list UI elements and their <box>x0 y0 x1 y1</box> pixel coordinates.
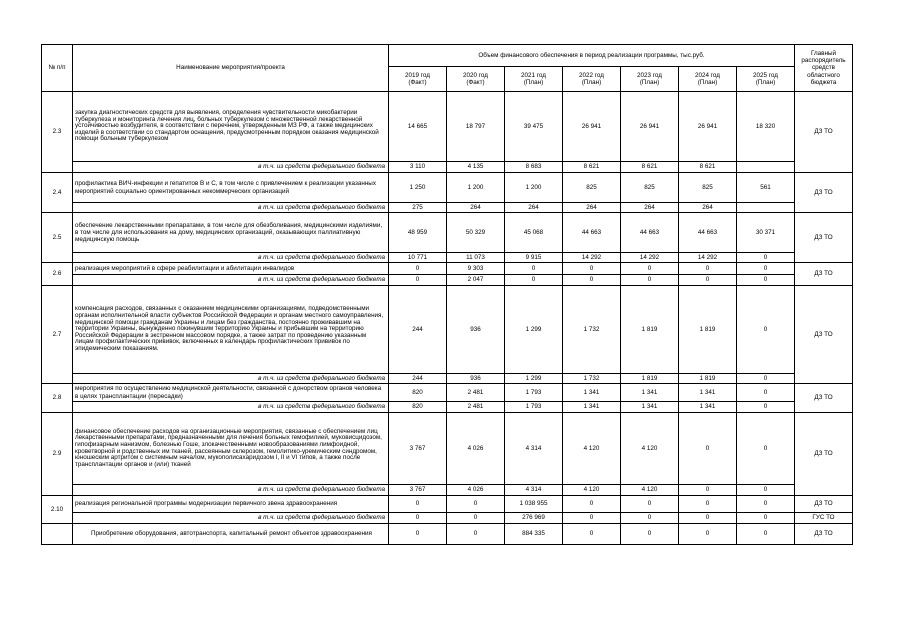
header-year-type: (План) <box>581 79 602 86</box>
federal-value: 0 <box>737 253 795 263</box>
row-value: 0 <box>505 263 563 275</box>
federal-value: 10 771 <box>389 253 447 263</box>
row-value: 884 335 <box>505 524 563 545</box>
federal-value: 264 <box>563 203 621 213</box>
row-value: 1 200 <box>505 173 563 203</box>
federal-value: 820 <box>389 402 447 413</box>
federal-value: 0 <box>621 513 679 524</box>
federal-row <box>42 162 853 173</box>
federal-value: 1 341 <box>563 402 621 413</box>
federal-value: 0 <box>679 485 737 496</box>
header-year-label: 2021 год <box>521 71 546 79</box>
header-year-label: 2025 год <box>753 71 778 79</box>
federal-value: 0 <box>737 513 795 524</box>
row-value: 45 068 <box>505 213 563 253</box>
row-value: 825 <box>563 173 621 203</box>
federal-value: 275 <box>389 203 447 213</box>
row-value: 825 <box>621 173 679 203</box>
federal-value: 0 <box>737 275 795 286</box>
federal-value: 264 <box>621 203 679 213</box>
header-year-label: 2024 год <box>695 71 720 79</box>
row-value: 4 120 <box>621 413 679 485</box>
federal-value: 936 <box>447 374 505 384</box>
federal-value: 14 292 <box>621 253 679 263</box>
table-row <box>42 496 853 513</box>
table-row <box>42 413 853 485</box>
header-year-type: (План) <box>697 79 718 86</box>
federal-value: 0 <box>563 513 621 524</box>
federal-label: в т.ч. из средств федерального бюджета <box>73 513 389 524</box>
row-manager: ДЗ ТО <box>795 263 853 286</box>
header-year-type: (План) <box>523 79 544 86</box>
row-value: 44 663 <box>621 213 679 253</box>
federal-value: 4 120 <box>621 485 679 496</box>
row-manager: ДЗ ТО <box>795 413 853 496</box>
row-value: 44 663 <box>563 213 621 253</box>
row-value: 50 329 <box>447 213 505 253</box>
row-value: 0 <box>621 263 679 275</box>
row-value: 0 <box>563 263 621 275</box>
row-number: 2.7 <box>42 286 73 384</box>
federal-value: 264 <box>447 203 505 213</box>
federal-value: 276 969 <box>505 513 563 524</box>
federal-value: 0 <box>389 275 447 286</box>
federal-row <box>42 203 853 213</box>
row-value: 0 <box>737 413 795 485</box>
federal-value: 1 793 <box>505 402 563 413</box>
row-description: профилактика ВИЧ-инфекции и гепатитов В и С, в том числе с привлечением к реализации указанных мероприятий социально ориентированных некоммерческих организаций <box>73 173 389 203</box>
table-row <box>42 384 853 402</box>
federal-value: 8 621 <box>563 162 621 173</box>
federal-value: 8 621 <box>679 162 737 173</box>
federal-value: 1 819 <box>621 374 679 384</box>
federal-value: 264 <box>679 203 737 213</box>
row-value: 48 959 <box>389 213 447 253</box>
federal-value: 1 341 <box>679 402 737 413</box>
row-description: Приобретение оборудования, автотранспорта, капитальный ремонт объектов здравоохранения <box>73 524 389 545</box>
row-number: 2.3 <box>42 92 73 173</box>
row-number-empty <box>42 524 73 545</box>
row-manager: ДЗ ТО <box>795 496 853 513</box>
federal-value: 0 <box>737 402 795 413</box>
row-value: 0 <box>737 496 795 513</box>
federal-value <box>737 162 795 173</box>
table-row <box>42 173 853 203</box>
federal-value: 4 120 <box>563 485 621 496</box>
row-value: 26 941 <box>621 92 679 162</box>
row-value: 0 <box>737 524 795 545</box>
federal-value: 3 767 <box>389 485 447 496</box>
row-value: 1 200 <box>447 173 505 203</box>
table-row <box>42 524 853 545</box>
row-value: 0 <box>679 413 737 485</box>
row-value: 0 <box>447 496 505 513</box>
row-number: 2.8 <box>42 384 73 413</box>
row-value: 820 <box>389 384 447 402</box>
federal-value: 9 915 <box>505 253 563 263</box>
row-number: 2.6 <box>42 263 73 286</box>
federal-label: в т.ч. из средств федерального бюджета <box>73 162 389 173</box>
row-value: 0 <box>737 263 795 275</box>
row-description: закупка диагностических средств для выявления, определения чувствительности микобактерии туберкулеза и мониторинга лечения лиц, больных туберкулезом с множественной лекарственной устойчивостью возбудителя, в соответствии с перечнем, утвержденным МЗ РФ, а также медицинских изделий в соответствии со стандартом оснащения, предусмотренным порядком оказания медицинской помощи больным туберкулезом <box>73 92 389 162</box>
federal-value: 4 026 <box>447 485 505 496</box>
header-year-3 <box>563 67 621 92</box>
header-funding: Объем финансового обеспечения в период реализации программы, тыс.руб. <box>389 45 795 67</box>
table-row <box>42 286 853 374</box>
row-value: 0 <box>563 524 621 545</box>
row-value: 4 120 <box>563 413 621 485</box>
row-manager: ДЗ ТО <box>795 92 853 173</box>
federal-row <box>42 513 853 524</box>
header-year-type: (План) <box>755 79 776 86</box>
row-description: реализация региональной программы модернизации первичного звена здравоохранения <box>73 496 389 513</box>
federal-label: в т.ч. из средств федерального бюджета <box>73 485 389 496</box>
row-value: 0 <box>679 524 737 545</box>
header-year-2 <box>505 67 563 92</box>
federal-value: 8 621 <box>621 162 679 173</box>
funding-table <box>41 44 853 545</box>
row-manager: ДЗ ТО <box>795 524 853 545</box>
row-value: 825 <box>679 173 737 203</box>
row-value: 936 <box>447 286 505 374</box>
row-manager: ДЗ ТО <box>795 213 853 263</box>
row-value: 2 481 <box>447 384 505 402</box>
federal-row <box>42 485 853 496</box>
header-num: № п/п <box>42 45 73 92</box>
row-number: 2.9 <box>42 413 73 496</box>
row-value: 0 <box>621 496 679 513</box>
federal-value: 0 <box>679 513 737 524</box>
row-manager: ДЗ ТО <box>795 173 853 213</box>
header-year-6 <box>737 67 795 92</box>
table-row <box>42 213 853 253</box>
header-year-1 <box>447 67 505 92</box>
federal-row-manager: ГУС ТО <box>795 513 853 524</box>
federal-value: 0 <box>737 485 795 496</box>
header-name: Наименование мероприятия/проекта <box>73 45 389 92</box>
federal-value: 1 732 <box>563 374 621 384</box>
row-value: 0 <box>621 524 679 545</box>
federal-value: 1 819 <box>679 374 737 384</box>
row-value: 1 819 <box>621 286 679 374</box>
header-year-4 <box>621 67 679 92</box>
federal-row <box>42 374 853 384</box>
row-value: 9 303 <box>447 263 505 275</box>
row-value: 0 <box>737 384 795 402</box>
federal-row <box>42 275 853 286</box>
header-year-0 <box>389 67 447 92</box>
header-manager: Главный распорядитель средств областного бюджета <box>795 45 853 92</box>
federal-value: 0 <box>389 513 447 524</box>
row-description: мероприятия по осуществлению медицинской деятельности, связанной с донорством органов человека в целях трансплантации (пересадки) <box>73 384 389 402</box>
row-value: 0 <box>389 524 447 545</box>
row-value: 26 941 <box>563 92 621 162</box>
federal-value: 1 341 <box>621 402 679 413</box>
header-year-5 <box>679 67 737 92</box>
federal-label: в т.ч. из средств федерального бюджета <box>73 275 389 286</box>
row-description: компенсация расходов, связанных с оказанием медицинскими организациями, подведомственными органам исполнительной власти субъектов Российской Федерации и органам местного самоуправления, медицинской помощи гражданам Украины и лицам без гражданства, постоянно проживавшим на территории Украины, вынужденно покинувшим территорию Украины и прибывшим на территорию Российской Федерации в экстренном массовом порядке, а также затрат по проведению указанным лицам профилактических прививок, включенных в календарь профилактических прививок по эпидемическим показаниям. <box>73 286 389 374</box>
federal-value: 264 <box>505 203 563 213</box>
row-value: 0 <box>389 496 447 513</box>
federal-value: 0 <box>447 513 505 524</box>
federal-value: 8 683 <box>505 162 563 173</box>
row-value: 14 665 <box>389 92 447 162</box>
row-value: 30 371 <box>737 213 795 253</box>
row-number: 2.5 <box>42 213 73 263</box>
federal-value: 0 <box>621 275 679 286</box>
header-year-type: (План) <box>639 79 660 86</box>
row-value: 1 819 <box>679 286 737 374</box>
header-year-type: (Факт) <box>408 79 427 86</box>
row-description: обеспечение лекарственными препаратами, в том числе для обезболивания, медицинскими изделиями, в том числе для использования на дому, медицинских организаций, оказывающих паллиативную медицинскую помощь <box>73 213 389 253</box>
row-value: 0 <box>679 263 737 275</box>
row-value: 244 <box>389 286 447 374</box>
federal-value: 2 047 <box>447 275 505 286</box>
row-manager: ДЗ ТО <box>795 286 853 384</box>
row-value: 561 <box>737 173 795 203</box>
federal-value <box>737 203 795 213</box>
row-value: 1 250 <box>389 173 447 203</box>
federal-label: в т.ч. из средств федерального бюджета <box>73 203 389 213</box>
header-year-label: 2020 год <box>463 71 488 79</box>
table-row <box>42 92 853 162</box>
federal-label: в т.ч. из средств федерального бюджета <box>73 402 389 413</box>
federal-value: 14 292 <box>563 253 621 263</box>
row-description: финансовое обеспечение расходов на организационные мероприятия, связанные с обеспечением лиц лекарственными препаратами, предназначенными для лечения больных гемофилией, муковисцидозом, гипофизарным нанизмом, болезнью Гоше, злокачественными новообразованиями лимфоидной, кроветворной и родственных им тканей, рассеянным склерозом, гемолитико-уремическим синдромом, юношеским артритом с системным началом, мукополисахаридозом I, II и VI типов, а также после трансплантации органов и (или) тканей <box>73 413 389 485</box>
row-value: 4 314 <box>505 413 563 485</box>
row-description: реализация мероприятий в сфере реабилитации и абилитации инвалидов <box>73 263 389 275</box>
federal-row <box>42 402 853 413</box>
federal-value: 244 <box>389 374 447 384</box>
federal-row <box>42 253 853 263</box>
federal-value: 0 <box>737 374 795 384</box>
row-value: 0 <box>737 286 795 374</box>
federal-value: 1 299 <box>505 374 563 384</box>
row-value: 1 341 <box>621 384 679 402</box>
header-year-label: 2019 год <box>405 71 430 79</box>
federal-value: 4 314 <box>505 485 563 496</box>
row-value: 0 <box>679 496 737 513</box>
row-value: 39 475 <box>505 92 563 162</box>
row-manager: ДЗ ТО <box>795 384 853 413</box>
header-year-type: (Факт) <box>466 79 485 86</box>
row-value: 4 026 <box>447 413 505 485</box>
row-value: 26 941 <box>679 92 737 162</box>
federal-value: 4 135 <box>447 162 505 173</box>
row-value: 3 767 <box>389 413 447 485</box>
federal-value: 0 <box>679 275 737 286</box>
row-value: 1 038 955 <box>505 496 563 513</box>
row-value: 1 341 <box>679 384 737 402</box>
row-value: 0 <box>389 263 447 275</box>
federal-value: 0 <box>563 275 621 286</box>
header-year-label: 2022 год <box>579 71 604 79</box>
row-value: 1 793 <box>505 384 563 402</box>
row-value: 1 732 <box>563 286 621 374</box>
federal-value: 0 <box>505 275 563 286</box>
row-value: 18 320 <box>737 92 795 162</box>
table-row <box>42 263 853 275</box>
header-year-label: 2023 год <box>637 71 662 79</box>
row-number: 2.10 <box>42 496 73 524</box>
federal-value: 3 110 <box>389 162 447 173</box>
row-value: 0 <box>563 496 621 513</box>
row-value: 44 663 <box>679 213 737 253</box>
federal-value: 11 073 <box>447 253 505 263</box>
federal-value: 2 481 <box>447 402 505 413</box>
row-value: 0 <box>447 524 505 545</box>
federal-label: в т.ч. из средств федерального бюджета <box>73 253 389 263</box>
row-number: 2.4 <box>42 173 73 213</box>
row-value: 18 797 <box>447 92 505 162</box>
federal-value: 14 292 <box>679 253 737 263</box>
federal-label: в т.ч. из средств федерального бюджета <box>73 374 389 384</box>
row-value: 1 299 <box>505 286 563 374</box>
row-value: 1 341 <box>563 384 621 402</box>
